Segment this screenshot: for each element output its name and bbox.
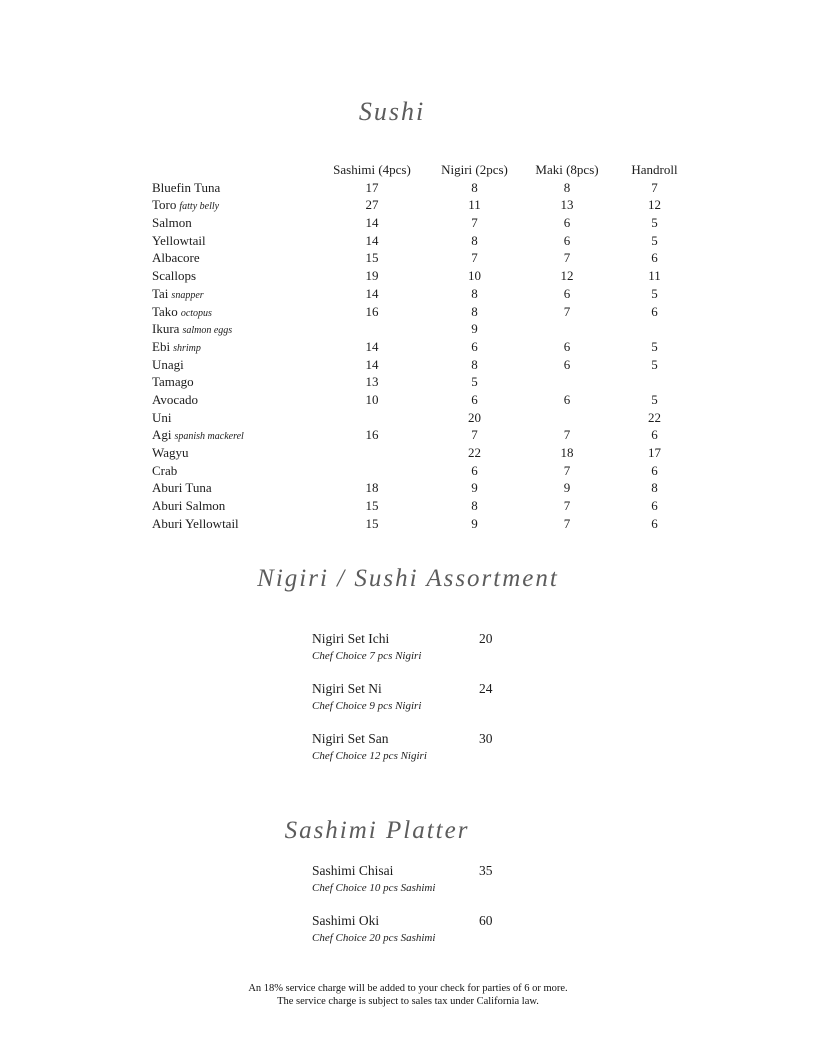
item-name: Toro [152,197,177,213]
price-maki: 6 [563,215,571,231]
price-nigiri: 7 [471,427,478,443]
section-title-nigiri-assortment: Nigiri / Sushi Assortment [257,565,559,592]
item-name-cell [152,320,322,338]
price-nigiri: 9 [471,480,478,496]
price-maki: 9 [563,480,571,496]
item-name-cell [152,214,322,232]
item-name-cell [152,338,322,356]
item-name-cell [152,391,322,409]
price-nigiri: 7 [471,215,478,231]
price-handroll: 22 [648,409,661,425]
price-sashimi [322,444,422,462]
item-name-cell [152,497,322,515]
item-name: Salmon [152,215,192,231]
item-name: Yellowtail [152,232,206,248]
price-handroll: 12 [648,197,661,213]
column-header-maki: Maki (8pcs) [535,162,599,177]
price-sashimi [322,409,422,427]
price-sashimi: 14 [365,356,379,372]
price-maki: 13 [560,197,574,213]
price-handroll: 6 [651,515,658,531]
menu-item-price: 30 [479,731,493,746]
price-nigiri: 6 [471,462,478,478]
price-nigiri: 9 [471,321,478,337]
price-handroll: 5 [651,285,658,301]
price-sashimi: 14 [365,285,379,301]
item-name-cell [152,249,322,267]
price-maki: 7 [563,250,571,266]
menu-item-price: 35 [479,863,493,878]
price-handroll: 6 [651,427,658,443]
price-handroll: 5 [651,215,658,231]
item-descriptor: spanish mackerel [174,431,244,443]
price-handroll: 17 [648,445,661,460]
price-sashimi: 15 [365,515,379,531]
item-descriptor: octopus [180,307,212,319]
menu-item-description: Chef Choice 9 pcs Nigiri [312,700,422,712]
price-nigiri: 8 [471,179,478,195]
price-maki: 18 [560,445,574,460]
price-maki: 7 [563,427,571,443]
price-maki: 8 [563,179,571,195]
price-handroll: 5 [651,232,658,248]
table-corner-spacer [152,161,322,179]
price-sashimi: 19 [365,268,379,284]
price-sashimi: 18 [365,480,379,496]
service-charge-note [0,982,816,1009]
price-handroll [607,373,702,391]
price-sashimi: 27 [365,197,379,213]
price-handroll: 6 [651,250,658,266]
price-handroll: 5 [651,338,658,354]
price-handroll: 8 [651,480,658,496]
price-sashimi [322,320,422,338]
item-name: Aburi Yellowtail [152,515,239,531]
item-name-cell [152,444,322,462]
item-name-cell [152,356,322,374]
price-nigiri: 10 [468,268,481,284]
item-name: Tako [152,303,178,319]
item-name-cell [152,479,322,497]
item-name: Unagi [152,356,184,372]
price-sashimi: 17 [365,179,379,195]
column-header-nigiri: Nigiri (2pcs) [441,162,508,177]
item-name: Aburi Salmon [152,498,226,514]
item-name: Uni [152,409,172,425]
item-name: Wagyu [152,445,189,460]
price-nigiri: 20 [468,409,481,425]
item-descriptor: fatty belly [179,201,220,213]
menu-item-name: Sashimi Oki [312,913,380,928]
price-maki [527,320,607,338]
item-name-cell [152,409,322,427]
price-nigiri: 8 [471,498,478,514]
price-nigiri: 8 [471,285,478,301]
price-sashimi: 14 [365,338,379,354]
item-name: Ikura [152,321,180,337]
price-maki: 6 [563,285,571,301]
item-name-cell [152,303,322,321]
item-descriptor: shrimp [173,342,201,354]
sashimi-platter-list [312,862,552,962]
price-maki: 7 [563,462,571,478]
price-maki: 7 [563,498,571,514]
menu-item [312,630,552,663]
price-sashimi [322,462,422,480]
price-sashimi: 15 [365,250,379,266]
price-sashimi: 13 [365,374,379,390]
item-name-cell [152,462,322,480]
price-handroll: 7 [651,179,658,195]
item-name: Bluefin Tuna [152,179,221,195]
price-sashimi: 16 [365,303,379,319]
menu-item-name: Nigiri Set Ni [312,681,382,696]
item-name: Agi [152,427,172,443]
menu-item-name: Nigiri Set Ichi [312,631,390,646]
sushi-price-table [152,161,702,532]
item-descriptor: snapper [171,289,204,301]
menu-item-price: 24 [479,681,493,696]
menu-item-description: Chef Choice 7 pcs Nigiri [312,650,422,662]
price-sashimi: 14 [365,215,379,231]
menu-item-name: Nigiri Set San [312,731,389,746]
item-name-cell [152,267,322,285]
menu-item [312,862,552,895]
service-charge-line2: The service charge is subject to sales tax under California law. [277,996,539,1008]
price-sashimi: 15 [365,498,379,514]
price-nigiri: 8 [471,303,478,319]
price-maki [527,409,607,427]
item-name: Crab [152,462,178,478]
price-nigiri: 6 [471,391,478,407]
column-header-handroll: Handroll [631,162,678,177]
price-nigiri: 5 [471,374,478,390]
menu-item-description: Chef Choice 20 pcs Sashimi [312,932,436,944]
price-nigiri: 11 [468,197,481,213]
item-name-cell [152,196,322,214]
price-handroll: 6 [651,303,658,319]
nigiri-assortment-list [312,630,552,780]
item-name-cell [152,285,322,303]
page-title-sushi: Sushi [358,97,426,126]
price-sashimi: 16 [365,427,379,443]
column-header-sashimi: Sashimi (4pcs) [333,162,411,177]
service-charge-line1: An 18% service charge will be added to your check for parties of 6 or more. [248,983,568,994]
price-nigiri: 9 [471,515,478,531]
item-name: Tai [152,285,169,301]
price-handroll: 11 [648,268,661,284]
menu-item [312,730,552,763]
price-maki: 12 [560,268,574,284]
item-name: Scallops [152,268,197,284]
price-nigiri: 22 [468,445,481,460]
price-handroll: 5 [651,391,658,407]
menu-item-description: Chef Choice 12 pcs Nigiri [312,750,427,762]
price-nigiri: 8 [471,232,478,248]
price-nigiri: 7 [471,250,478,266]
price-maki: 7 [563,303,571,319]
item-name: Ebi [152,338,171,354]
price-sashimi: 10 [365,391,379,407]
item-name: Tamago [152,374,194,390]
item-name-cell [152,373,322,391]
item-name: Aburi Tuna [152,480,212,496]
item-name-cell [152,179,322,197]
price-maki: 7 [563,515,571,531]
price-maki: 6 [563,338,571,354]
section-title-sashimi-platter: Sashimi Platter [284,817,470,844]
menu-item [312,912,552,945]
price-nigiri: 6 [471,338,478,354]
price-maki: 6 [563,232,571,248]
item-name-cell [152,426,322,444]
price-maki: 6 [563,356,571,372]
price-handroll [607,320,702,338]
item-name: Avocado [152,391,198,407]
menu-item-description: Chef Choice 10 pcs Sashimi [312,882,436,894]
price-maki: 6 [563,391,571,407]
item-name: Albacore [152,250,200,266]
menu-item [312,680,552,713]
price-handroll: 6 [651,462,658,478]
menu-item-name: Sashimi Chisai [312,863,394,878]
price-handroll: 5 [651,356,658,372]
price-maki [527,373,607,391]
item-name-cell [152,232,322,250]
item-name-cell [152,515,322,533]
price-sashimi: 14 [365,232,379,248]
price-handroll: 6 [651,498,658,514]
item-descriptor: salmon eggs [182,325,233,337]
price-nigiri: 8 [471,356,478,372]
menu-item-price: 60 [479,913,493,928]
menu-item-price: 20 [479,631,493,646]
